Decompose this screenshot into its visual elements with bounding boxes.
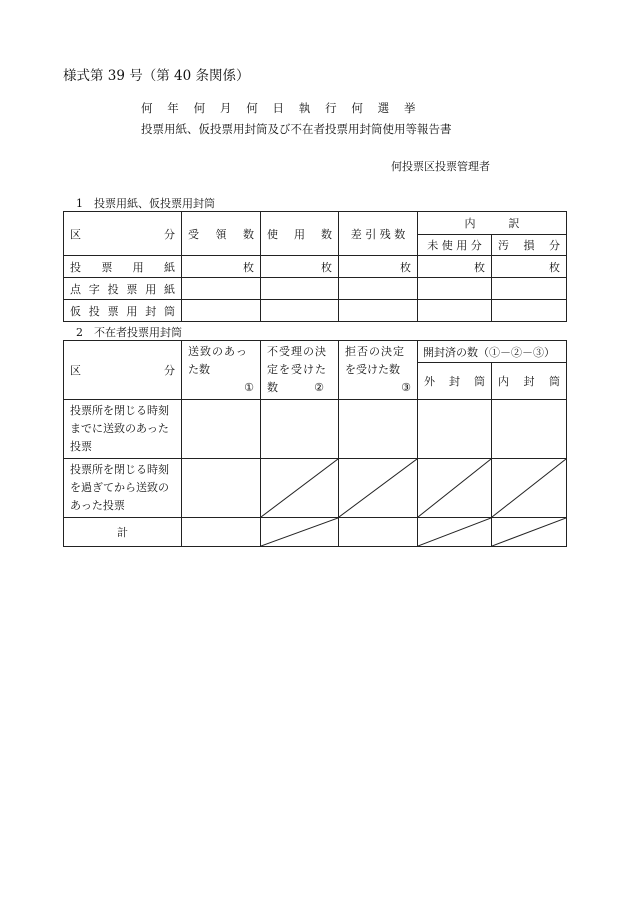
title-char: 年 [167,101,179,115]
cell [339,400,418,459]
table-row [64,256,567,278]
table-row [64,400,567,459]
cell [182,300,261,322]
manager-name: 何投票区投票管理者 [391,160,490,173]
form-number: 様式第 39 号（第 40 条関係） [63,68,250,84]
cell [418,300,492,322]
cell [182,400,261,459]
title-char: 何 [246,101,258,115]
unit-received: 枚 [182,256,261,278]
header-outer-envelope: 外 封 筒 [418,363,492,400]
header-remaining: 差 引 残 数 [339,212,418,256]
title-char: 何 [351,101,363,115]
cell [261,400,339,459]
cell [492,400,567,459]
cell [182,518,261,547]
row-label-total: 計 [64,518,182,547]
header-refused: 拒否の決定 を受けた数 ③ [339,341,418,400]
cell [339,518,418,547]
cell [418,278,492,300]
cell [492,300,567,322]
mark-2: ② [314,381,324,394]
section2-heading: 2 不在者投票用封筒 [76,326,182,339]
table-row [64,278,567,300]
title-char: 何 [141,101,153,115]
row-label-before-close: 投票所を閉じる時刻 までに送致のあった 投票 [64,400,182,459]
section2-table [63,340,567,547]
section1-heading: 1 投票用紙、仮投票用封筒 [76,197,215,210]
header-unused: 未 使 用 分 [418,235,492,256]
title-char: 何 [193,101,206,115]
header-category: 区 分 [64,212,182,256]
unit-unused: 枚 [418,256,492,278]
table-row [64,459,567,518]
header-breakdown: 内 訳 [418,212,567,235]
header-category: 区 分 [64,341,182,400]
title-char: 挙 [403,101,416,115]
cell [492,278,567,300]
slash-cell [261,518,339,547]
table-row [64,518,567,547]
header-rejected: 不受理の決 定を受けた 数 ② [261,341,339,400]
row-label-after-close: 投票所を閉じる時刻 を過ぎてから送致の あった投票 [64,459,182,518]
cell [339,300,418,322]
title-char: 月 [219,101,232,115]
section1-table [63,211,567,322]
cell [261,300,339,322]
title-char: 選 [377,101,390,115]
header-opened: 開封済の数（①－②－③） [418,341,567,363]
header-used: 使 用 数 [261,212,339,256]
title-line-2: 投票用紙、仮投票用封筒及び不在者投票用封筒使用等報告書 [141,122,452,136]
title-line-1 [141,100,430,116]
title-char: 日 [272,101,284,115]
cell [182,278,261,300]
cell [418,400,492,459]
slash-cell [492,518,567,547]
row-label-ballot-paper: 投 票 用 紙 [64,256,182,278]
cell [182,459,261,518]
header-sent: 送致のあっ た数 ① [182,341,261,400]
slash-cell [418,518,492,547]
table-row [64,300,567,322]
slash-cell [261,459,339,518]
cell [339,278,418,300]
slash-cell [339,459,418,518]
unit-remaining: 枚 [339,256,418,278]
slash-cell [418,459,492,518]
cell [261,278,339,300]
mark-1: ① [244,381,254,394]
mark-3: ③ [401,381,411,394]
header-inner-envelope: 内 封 筒 [492,363,567,400]
header-received: 受 領 数 [182,212,261,256]
unit-damaged: 枚 [492,256,567,278]
title-char: 行 [325,101,337,115]
title-char: 執 [298,101,311,115]
slash-cell [492,459,567,518]
unit-used: 枚 [261,256,339,278]
row-label-braille-ballot: 点 字 投 票 用 紙 [64,278,182,300]
header-damaged: 汚 損 分 [492,235,567,256]
row-label-provisional-envelope: 仮 投 票 用 封 筒 [64,300,182,322]
